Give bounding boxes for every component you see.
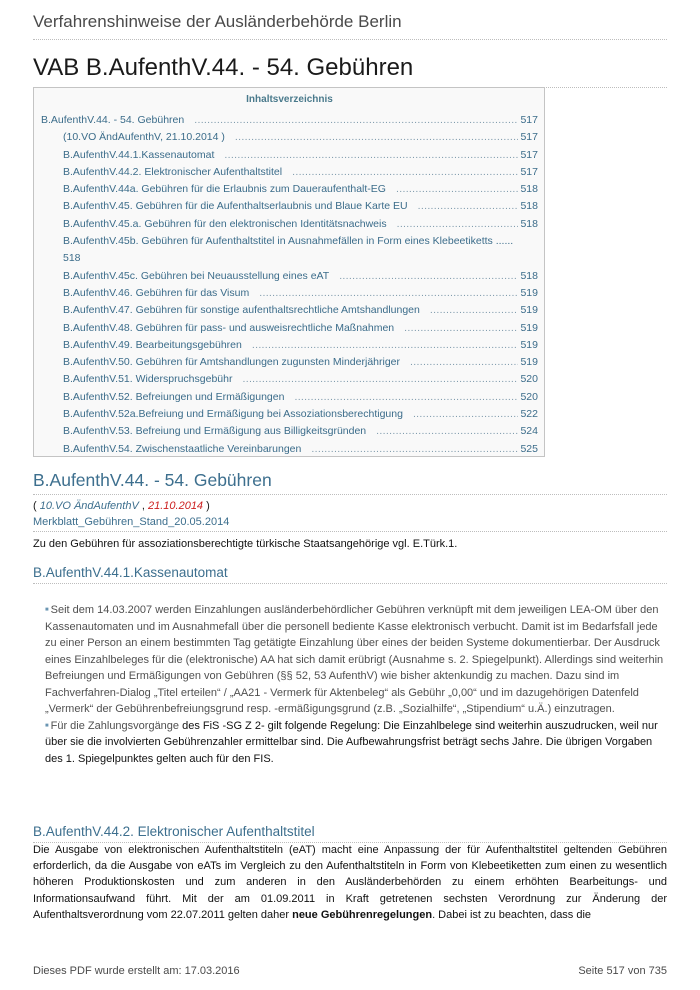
toc-entry-title: B.AufenthV.47. Gebühren für sonstige aufenthaltsrechtliche Amtshandlungen — [63, 304, 420, 317]
toc-dot-leader — [413, 406, 519, 423]
toc-entry-title: B.AufenthV.50. Gebühren für Amtshandlungen zugunsten Minderjähriger — [63, 356, 401, 369]
footer-page-number: Seite 517 von 735 — [578, 965, 667, 977]
toc-entry[interactable] — [41, 389, 538, 406]
toc-dot-leader — [418, 198, 519, 215]
toc-dot-leader — [194, 112, 518, 129]
toc-entry-title: B.AufenthV.44.1.Kassenautomat — [63, 148, 215, 161]
toc-entry[interactable] — [41, 198, 538, 215]
toc-entry-page: 517 — [520, 114, 538, 126]
toc-entry[interactable] — [41, 354, 538, 371]
toc-dot-leader — [242, 371, 518, 388]
toc-entry[interactable] — [41, 112, 538, 129]
table-of-contents — [33, 87, 545, 457]
toc-entry-page: 519 — [520, 338, 538, 351]
toc-entry-page: 525 — [520, 442, 538, 455]
bullet-text-light: Für die Zahlungsvorgänge — [50, 719, 183, 732]
bullet-text-dark: des FiS -SG Z 2- gilt folgende Regelung: Die Einzahlbelege sind weiterhin auszudrucken, weil nur über sie die involvierten Gebührenzahler ermittelbar sind. Die Aufbewahrungsfrist beträgt sechs Jahre. Die übrigen Vorgaben des 1. Spiegelpunktes gelten auch für den FIS. — [45, 719, 658, 765]
toc-entry[interactable] — [41, 441, 538, 458]
toc-entry-page: 519 — [520, 304, 538, 317]
toc-entry[interactable] — [41, 147, 538, 164]
toc-entry-page: 517 — [520, 131, 538, 144]
toc-dot-leader — [376, 423, 518, 440]
toc-entry[interactable] — [41, 320, 538, 337]
ref-close: ) — [206, 500, 210, 512]
toc-heading: Inhaltsverzeichnis — [246, 94, 333, 105]
ref-sep: , — [141, 500, 145, 512]
page-title: VAB B.AufenthV.44. - 54. Gebühren — [33, 54, 667, 88]
eat-text-end: . Dabei ist zu beachten, dass die — [432, 908, 592, 921]
toc-entry-page: 520 — [520, 373, 538, 386]
kassenautomat-bullets — [45, 602, 667, 767]
toc-dot-leader — [311, 441, 518, 458]
merkblatt-link[interactable]: Merkblatt_Gebühren_Stand_20.05.2014 — [33, 516, 667, 532]
toc-entry-title: B.AufenthV.44a. Gebühren für die Erlaubnis zum Daueraufenthalt-EG — [63, 183, 386, 196]
toc-entry-title: B.AufenthV.49. Bearbeitungsgebühren — [63, 338, 242, 351]
eat-paragraph — [33, 842, 667, 923]
toc-dot-leader — [339, 268, 518, 285]
toc-entry-page: 517 — [520, 148, 538, 161]
toc-entry[interactable] — [41, 164, 538, 181]
toc-dot-leader — [430, 302, 519, 319]
bullet-item — [45, 718, 667, 768]
toc-entry[interactable] — [41, 268, 538, 285]
ref-open: ( — [33, 500, 37, 512]
toc-entry-title: B.AufenthV.52a.Befreiung und Ermäßigung bei Assoziationsberechtigung — [63, 408, 403, 421]
toc-entry-title: B.AufenthV.44.2. Elektronischer Aufenthaltstitel — [63, 165, 283, 178]
toc-entry-page: 518 — [520, 183, 538, 196]
toc-dot-leader — [292, 164, 518, 181]
toc-entry[interactable] — [41, 129, 538, 146]
toc-entry[interactable] — [41, 371, 538, 388]
toc-entry[interactable] — [41, 233, 538, 268]
toc-entry[interactable] — [41, 423, 538, 440]
toc-entry-title: B.AufenthV.48. Gebühren für pass- und ausweisrechtliche Maßnahmen — [63, 321, 395, 334]
toc-entry-title: B.AufenthV.44. - 54. Gebühren — [41, 114, 185, 126]
ordinance-date: 21.10.2014 — [148, 500, 204, 512]
toc-entry[interactable] — [41, 285, 538, 302]
toc-entry-page: 518 — [63, 252, 81, 265]
toc-entry-page: 524 — [520, 425, 538, 438]
toc-dot-leader — [397, 216, 519, 233]
toc-entry-page: 518 — [520, 200, 538, 213]
toc-entry[interactable] — [41, 406, 538, 423]
footer-created-date: Dieses PDF wurde erstellt am: 17.03.2016 — [33, 965, 240, 977]
toc-entry-page: 517 — [520, 165, 538, 178]
section-heading-kassenautomat: B.AufenthV.44.1.Kassenautomat — [33, 565, 667, 584]
toc-dot-leader — [410, 354, 518, 371]
ordinance-reference — [33, 500, 210, 512]
toc-list — [41, 112, 538, 458]
section-heading-gebuehren: B.AufenthV.44. - 54. Gebühren — [33, 470, 667, 495]
bullet-item: ■ Seit dem 14.03.2007 werden Einzahlungen ausländerbehördlicher Gebühren verknüpft mit dem jeweiligen LEA-OM über den Kassenautomaten und im Ausnahmefall über die personell bediente Kasse elektronisch verbucht. Damit ist im Bedarfsfall jede zu einer Person an einem bestimmten Tag getätigte Einzahlung über eines der beiden Systeme dokumentierbar. Der Ausdruck eines Einzahlbeleges für die (elektronische) AA hat sich damit erübrigt (Ausnahme s. 2. Spiegelpunkt). Allerdings sind weiterhin Befreiungen und Ermäßigungen von Gebühren (§§ 52, 53 AufenthV) wie bisher aktenkundig zu machen. Dazu sind im Fachverfahren-Dialog „Titel erteilen“ / „AA21 - Vermerk für Aktenbeleg“ als Gebühr „0,00“ und im dazugehörigen Datenfeld „Vermerk“ der Gebührenbefreiungsgrund resp. -ermäßigungsgrund (z.B. „Sozialhilfe“, „Stipendium“ u.Ä.) einzutragen. — [45, 602, 667, 718]
toc-entry-title: B.AufenthV.45. Gebühren für die Aufenthaltserlaubnis und Blaue Karte EU — [63, 200, 408, 213]
toc-entry-page: 518 — [520, 217, 538, 230]
toc-entry-title: B.AufenthV.45b. Gebühren für Aufenthaltstitel in Ausnahmefällen in Form eines Klebeetiketts ...... — [63, 235, 514, 248]
toc-dot-leader — [294, 389, 518, 406]
toc-entry-title: B.AufenthV.46. Gebühren für das Visum — [63, 286, 250, 299]
site-header: Verfahrenshinweise der Ausländerbehörde Berlin — [33, 12, 667, 40]
toc-entry-page: 520 — [520, 390, 538, 403]
ordinance-link[interactable]: 10.VO ÄndAufenthV — [39, 500, 139, 512]
toc-entry-page: 519 — [520, 286, 538, 299]
toc-entry[interactable] — [41, 337, 538, 354]
toc-dot-leader — [396, 181, 518, 198]
toc-entry-title: B.AufenthV.53. Befreiung und Ermäßigung aus Billigkeitsgründen — [63, 425, 367, 438]
toc-entry-title: B.AufenthV.51. Widerspruchsgebühr — [63, 373, 233, 386]
toc-entry-title: (10.VO ÄndAufenthV, 21.10.2014 ) — [63, 131, 225, 144]
toc-entry[interactable] — [41, 302, 538, 319]
toc-dot-leader — [235, 129, 519, 146]
toc-entry-page: 519 — [520, 321, 538, 334]
toc-entry-title: B.AufenthV.52. Befreiungen und Ermäßigungen — [63, 390, 285, 403]
intro-paragraph: Zu den Gebühren für assoziationsberechtigte türkische Staatsangehörige vgl. E.Türk.1. — [33, 538, 458, 550]
eat-text-bold: neue Gebührenregelungen — [292, 908, 433, 921]
toc-entry[interactable] — [41, 181, 538, 198]
toc-dot-leader — [224, 147, 518, 164]
toc-entry-title: B.AufenthV.45.a. Gebühren für den elektronischen Identitätsnachweis — [63, 217, 387, 230]
toc-entry-title: B.AufenthV.54. Zwischenstaatliche Vereinbarungen — [63, 442, 302, 455]
toc-entry-title: B.AufenthV.45c. Gebühren bei Neuausstellung eines eAT — [63, 269, 330, 282]
section-heading-eat: B.AufenthV.44.2. Elektronischer Aufenthaltstitel — [33, 824, 667, 843]
toc-entry-page: 522 — [520, 408, 538, 421]
toc-dot-leader — [259, 285, 518, 302]
toc-entry[interactable] — [41, 216, 538, 233]
eat-text: Die Ausgabe von elektronischen Aufenthaltstiteln (eAT) macht eine Anpassung der für Aufenthaltstitel geltenden Gebühren erforderlich, da die Ausgabe von eATs im Vergleich zu den Aufenthaltstiteln in Form von Klebeetiketten zum einen zu wesentlich höheren Produktionskosten und zum anderen in den Ausländerbehörden zu einem erhöhten Bearbeitungs- und Informationsaufwand führt. Mit der am 01.09.2011 in Kraft getretenen sechsten Verordnung zur Änderung der Aufenthaltsverordnung vom 22.07.2011 gelten daher — [33, 844, 667, 921]
toc-dot-leader — [404, 320, 518, 337]
toc-entry-page: 519 — [520, 356, 538, 369]
toc-entry-page: 518 — [520, 269, 538, 282]
toc-dot-leader — [252, 337, 519, 354]
